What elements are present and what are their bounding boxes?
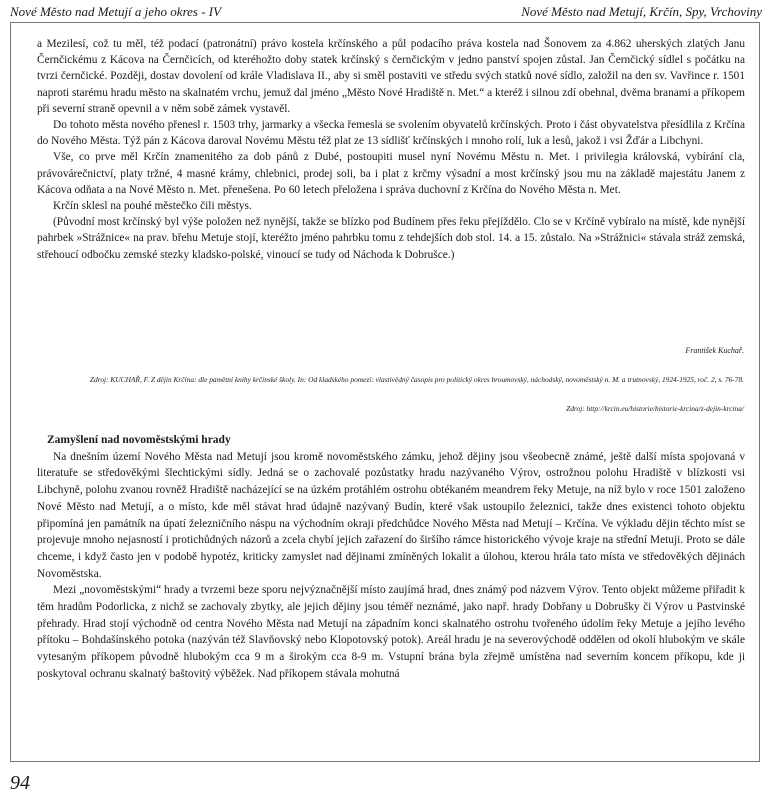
paragraph: Krčín sklesl na pouhé městečko čili městys.: [53, 200, 252, 213]
running-header: [10, 4, 762, 22]
article-krcin-history: [37, 36, 745, 263]
paragraph: Mezi „novoměstskými“ hrady a tvrzemi beze sporu nejvýznačnější místo zaujímá hrad, dnes známý pod názvem Výrov. Tento objekt můžeme přiřadit k těm hradům Podorlicka, z nichž se zachovaly zbytky, ale jejich dějiny jsou téměř neznámé, jako např. hrady Dobřany u Dobrušky či Výrov u Pastvinské přehrady. Hrad stojí východně od centra Nového Města nad Metují na západním konci skalnatého ostrohu tvořeného údolím řeky Metuje a jejího levého přítoku – Bohdašínského potoka (nazýván též Slavňovský nebo Klopotovský potok). Areál hradu je na severovýchodě oddělen od okolí hlubokým ve skále vytesaným příkopem původně hlubokým cca 9 m a širokým cca 8-9 m. Vstupní brána byla zřejmě umístěna nad severním koncem příkopu, kde ji poskytoval ochranu skalnatý baštovitý výběžek. Nad příkopem stávala mohutná: [37, 584, 745, 680]
source-citation: Zdroj: KUCHAŘ, F. Z dějin Krčína: dle pamětní knihy krčínské školy. In: Od kladského pomezí: vlastivědný časopis pro politický okres broumovský, náchodský, novoměstský n. M. a trutnovský, 1924-1925, roč. 2, s. 76-78.: [89, 375, 744, 384]
header-left-title: Nové Město nad Metují a jeho okres - IV: [10, 4, 222, 19]
paragraph: a Mezilesí, což tu měl, též podací (patronátní) právo kostela krčínského a půl podacího práva kostela nad Šonovem za 4.862 uherských zlatých Janu Černčickému z Kácova na Černčicích, od kteréhožto doby statek krčínský s černčickým v jedno panství spojen zůstal. Jan Černčický sídlel s počátku na tvrzi černčické. Později, dostav dovolení od krále Vladislava II., aby si směl postaviti ve středu svých statků nové sídlo, založil na den sv. Vavřince r. 1501 naproti starému hradu město na skalnatém vrchu, jemuž dal jméno „Město Nové Hradiště n. Met.“ a kteréž i silnou zdí obehnal, dvěma branami a příkopem při severní straně opevnil a v něm sobě zámek vystavěl.: [37, 38, 745, 115]
author-signature: František Kuchař.: [685, 346, 744, 355]
page-number: 94: [10, 772, 30, 794]
header-right-title: Nové Město nad Metují, Krčín, Spy, Vrchoviny: [521, 4, 762, 19]
paragraph: Na dnešním území Nového Města nad Metují jsou kromě novoměstského zámku, jehož dějiny jsou všeobecně známé, ještě další místa spojovaná v literatuře se středověkými šlechtickými sídly. Jedná se o zachovalé pozůstatky hradu nazývaného Výrov, ostrožnou polohu Hradiště v blízkosti vsi Libchyně, polohu zvanou rovněž Hradiště nacházející se na úzkém protáhlém ostrohu obtékaném meandrem řeky Metuje, na níž bylo v roce 1501 založeno Nové Město nad Metují, a o místo, kde měl stávat hrad údajně nazývaný Budín, které však ustoupilo železnici, takže dnes existenci tohoto objektu připomíná jen památník na úpatí železničního náspu na východním okraji předchůdce Nového Města nad Metují – Krčína. Ve výkladu dějin těchto míst se projevuje mnoho nejasností i protichůdných názorů a zcela chybí jejich zařazení do širšího rámce historického vývoje kraje na střední Metuji. Proto se dále chceme, i když často jen v podobě hypotéz, kriticky zamyslet nad dějinami zmíněných lokalit a úlohou, kterou hrála tato místa ve středověkých dějinách Novoměstska.: [37, 450, 745, 580]
paragraph: Do tohoto města nového přenesl r. 1503 trhy, jarmarky a všecka řemesla se svolením obyvatelů krčínských. Proto i část obyvatelstva přesídlila z Krčína do Nového Města. Týž pán z Kácova daroval Novému Městu též plat ze 13 sídlišť krčínských i mnoho rolí, luk a lesů, jakož i vsi Žďár a Libchyni.: [37, 119, 745, 148]
article-castles: [37, 432, 745, 683]
source-url: Zdroj: http://krcin.eu/historie/historie-krcina/z-dejin-krcina/: [566, 404, 744, 413]
section-heading: Zamyšlení nad novoměstskými hrady: [47, 434, 231, 446]
paragraph: Vše, co prve měl Krčín znamenitého za dob pánů z Dubé, postoupiti musel nyní Novému Městu n. Met. i privilegia královská, vybírání cla, právovárečnictví, platy tržné, 4 masné krámy, chlebnici, prodej soli, ba i plat z krčmy výsadní a most krčínský jsou mu na základě majestátu Janem z Kácova odňata a na Nové Město n. Met. přenešena. Po 60 letech přeložena i správa duchovní z Krčína do Nového Města n. Met.: [37, 151, 745, 196]
paragraph: (Původní most krčínský byl výše položen než nynější, takže se blízko pod Budínem přes řeku přejíždělo. Clo se v Krčíně vybíralo na místě, kde nynější pahrbek »Strážnice« na prav. břehu Metuje stojí, kteréžto jméno pahrbku tomu z tehdejších dob stol. 14. a 15. zůstalo. Na »Strážnici« stávala stráž zemská, střehoucí odbočku zemské stezky kladsko-polské, vinoucí se tudy od Náchoda k Dobrušce.): [37, 216, 745, 261]
